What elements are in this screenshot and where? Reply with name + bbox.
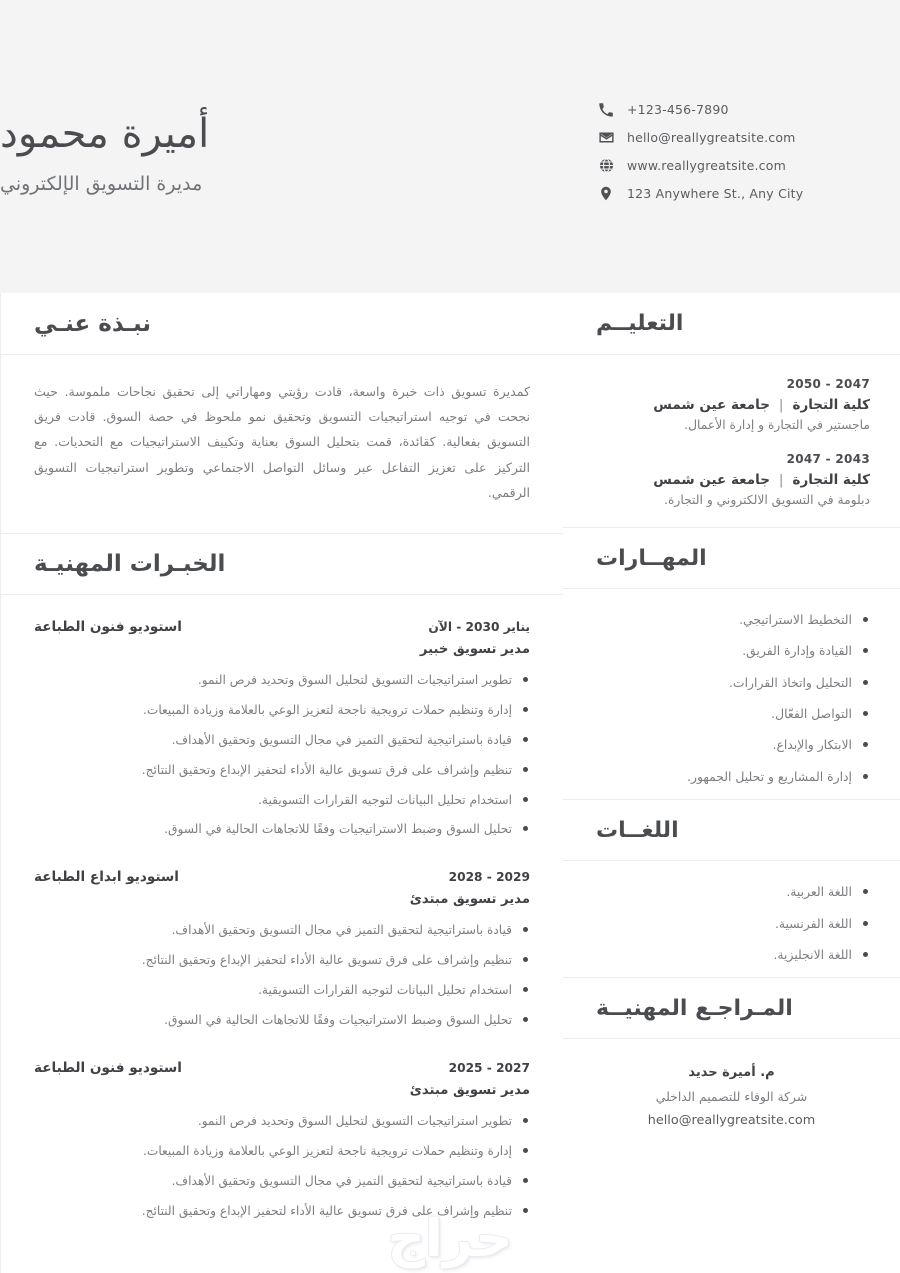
site-watermark: حراج — [387, 1209, 513, 1269]
experience-role: مدير تسويق مبتدئ — [409, 1083, 530, 1098]
list-item: التحليل واتخاذ القرارات. — [593, 674, 870, 691]
contact-website-text: www.reallygreatsite.com — [627, 158, 786, 173]
list-item: قيادة باستراتيجية لتحقيق التميز في مجال التسويق وتحقيق الأهداف. — [34, 1172, 530, 1191]
experience-bullets — [34, 921, 530, 1030]
resume-body — [0, 293, 900, 1273]
list-item: تنظيم وإشراف على فرق تسويق عالية الأداء لتحفيز الإبداع وتحقيق النتائج. — [34, 1202, 530, 1221]
contact-row-email[interactable] — [597, 127, 900, 149]
list-item: تحليل السوق وضبط الاستراتيجيات وفقًا للاتجاهات الحالية في السوق. — [34, 820, 530, 839]
contact-row-phone[interactable] — [597, 99, 900, 121]
education-university: جامعة عين شمس — [653, 397, 770, 413]
contact-phone-text: +123-456-7890 — [627, 102, 729, 117]
list-item: تطوير استراتيجيات التسويق لتحليل السوق وتحديد فرص النمو. — [34, 671, 530, 690]
resume-header — [0, 0, 900, 293]
list-item: تحليل السوق وضبط الاستراتيجيات وفقًا للاتجاهات الحالية في السوق. — [34, 1011, 530, 1030]
section-title-experience: الخبـرات المهنيـة — [34, 550, 226, 577]
education-separator: | — [778, 472, 784, 488]
contact-email-text: hello@reallygreatsite.com — [627, 130, 796, 145]
contact-row-address[interactable] — [597, 183, 900, 205]
experience-company: استوديو ابداع الطباعة — [34, 869, 179, 886]
education-item — [593, 377, 870, 432]
list-item: إدارة المشاريع و تحليل الجمهور. — [593, 768, 870, 785]
education-separator: | — [778, 397, 784, 413]
list-item: إدارة وتنظيم حملات ترويجية ناجحة لتعزيز الوعي بالعلامة وزيادة المبيعات. — [34, 701, 530, 720]
spacer — [34, 857, 530, 869]
section-header-references — [563, 977, 900, 1039]
list-item: التواصل الفعّال. — [593, 705, 870, 722]
reference-entry — [593, 1061, 870, 1128]
about-text: كمديرة تسويق ذات خبرة واسعة، قادت رؤيتي ومهاراتي إلى تحقيق نجاحات ملموسة. حيث نجحت في توجيه استراتيجيات التسويق وتحقيق نمو ملحوظ في حصة السوق. قادت فريق التسويق بفعالية. كقائدة، قمت بتحليل السوق بعناية وتكييف الاستراتيجيات مع التحديات. مع التركيز على تعزيز التفاعل عبر وسائل التواصل الاجتماعي وتطوير استراتيجيات التسويق الرقمي. — [34, 384, 530, 500]
phone-icon — [597, 101, 615, 119]
list-item: اللغة الانجليزية. — [593, 946, 870, 963]
about-body — [1, 355, 563, 505]
experience-head — [34, 1060, 530, 1076]
section-title-languages: اللغــات — [596, 817, 679, 843]
experience-item — [34, 619, 530, 839]
name-block — [0, 99, 563, 195]
education-years: 2047 - 2043 — [786, 452, 870, 466]
contact-row-website[interactable] — [597, 155, 900, 177]
list-item: اللغة الفرنسية. — [593, 915, 870, 932]
skills-list — [593, 611, 870, 785]
reference-name: م. أميرة حديد — [688, 1065, 775, 1081]
section-header-skills — [563, 527, 900, 589]
list-item: التخطيط الاستراتيجي. — [593, 611, 870, 628]
full-name: أميرة محمود — [0, 110, 210, 157]
main-column — [0, 293, 563, 1273]
education-years: 2050 - 2047 — [786, 377, 870, 391]
experience-company: استوديو فنون الطباعة — [34, 1060, 182, 1076]
education-faculty: كلية التجارة — [792, 472, 870, 488]
list-item: القيادة وإدارة الفريق. — [593, 642, 870, 659]
experience-role: مدير تسويق خبير — [419, 641, 530, 657]
section-title-about: نبـذة عنـي — [34, 310, 151, 337]
education-school — [593, 472, 870, 488]
education-degree: ماجستير في التجارة و إدارة الأعمال. — [684, 418, 870, 432]
location-pin-icon — [597, 185, 615, 203]
contact-block — [563, 0, 900, 293]
languages-body — [563, 861, 900, 963]
experience-body — [1, 595, 563, 1221]
experience-head — [34, 869, 530, 885]
list-item: تنظيم وإشراف على فرق تسويق عالية الأداء لتحفيز الإبداع وتحقيق النتائج. — [34, 951, 530, 970]
sidebar-column — [563, 293, 900, 1273]
experience-head — [34, 619, 530, 635]
section-header-education — [563, 293, 900, 355]
globe-icon — [597, 157, 615, 175]
section-title-skills: المهــارات — [596, 545, 707, 571]
section-header-about — [1, 293, 563, 355]
reference-email[interactable]: hello@reallygreatsite.com — [647, 1113, 816, 1129]
experience-company: استوديو فنون الطباعة — [34, 618, 182, 635]
list-item: الابتكار والإبداع. — [593, 736, 870, 753]
envelope-icon — [597, 129, 615, 147]
experience-bullets — [34, 671, 530, 839]
experience-dates: 2029 - 2028 — [448, 870, 530, 885]
education-body — [563, 355, 900, 507]
education-university: جامعة عين شمس — [653, 472, 770, 488]
experience-item — [34, 1060, 530, 1221]
section-title-references: المـراجـع المهنيــة — [596, 995, 793, 1021]
experience-dates: يناير 2030 - الآن — [428, 619, 530, 634]
languages-list — [593, 883, 870, 963]
reference-company: شركة الوفاء للتصميم الداخلي — [655, 1089, 808, 1105]
contact-address-text: 123 Anywhere St., Any City — [627, 186, 804, 201]
section-header-experience — [1, 533, 563, 595]
list-item: تطوير استراتيجيات التسويق لتحليل السوق وتحديد فرص النمو. — [34, 1112, 530, 1131]
references-body — [563, 1039, 900, 1128]
education-item — [593, 452, 870, 507]
education-school — [593, 397, 870, 413]
section-title-education: التعليــم — [596, 311, 684, 336]
job-title: مديرة التسويق الإلكتروني — [0, 172, 203, 195]
spacer — [34, 1048, 530, 1060]
list-item: تنظيم وإشراف على فرق تسويق عالية الأداء لتحفيز الإبداع وتحقيق النتائج. — [34, 761, 530, 780]
section-header-languages — [563, 799, 900, 861]
education-faculty: كلية التجارة — [792, 397, 870, 413]
education-degree: دبلومة في التسويق الالكتروني و التجارة. — [664, 493, 870, 507]
list-item: إدارة وتنظيم حملات ترويجية ناجحة لتعزيز الوعي بالعلامة وزيادة المبيعات. — [34, 1142, 530, 1161]
list-item: استخدام تحليل البيانات لتوجيه القرارات التسويقية. — [34, 791, 530, 810]
list-item: استخدام تحليل البيانات لتوجيه القرارات التسويقية. — [34, 981, 530, 1000]
experience-item — [34, 869, 530, 1030]
list-item: اللغة العربية. — [593, 883, 870, 900]
experience-bullets — [34, 1112, 530, 1221]
list-item: قيادة باستراتيجية لتحقيق التميز في مجال التسويق وتحقيق الأهداف. — [34, 731, 530, 750]
experience-dates: 2027 - 2025 — [448, 1061, 530, 1075]
experience-role: مدير تسويق مبتدئ — [409, 892, 530, 908]
skills-body — [563, 589, 900, 785]
list-item: قيادة باستراتيجية لتحقيق التميز في مجال التسويق وتحقيق الأهداف. — [34, 921, 530, 940]
